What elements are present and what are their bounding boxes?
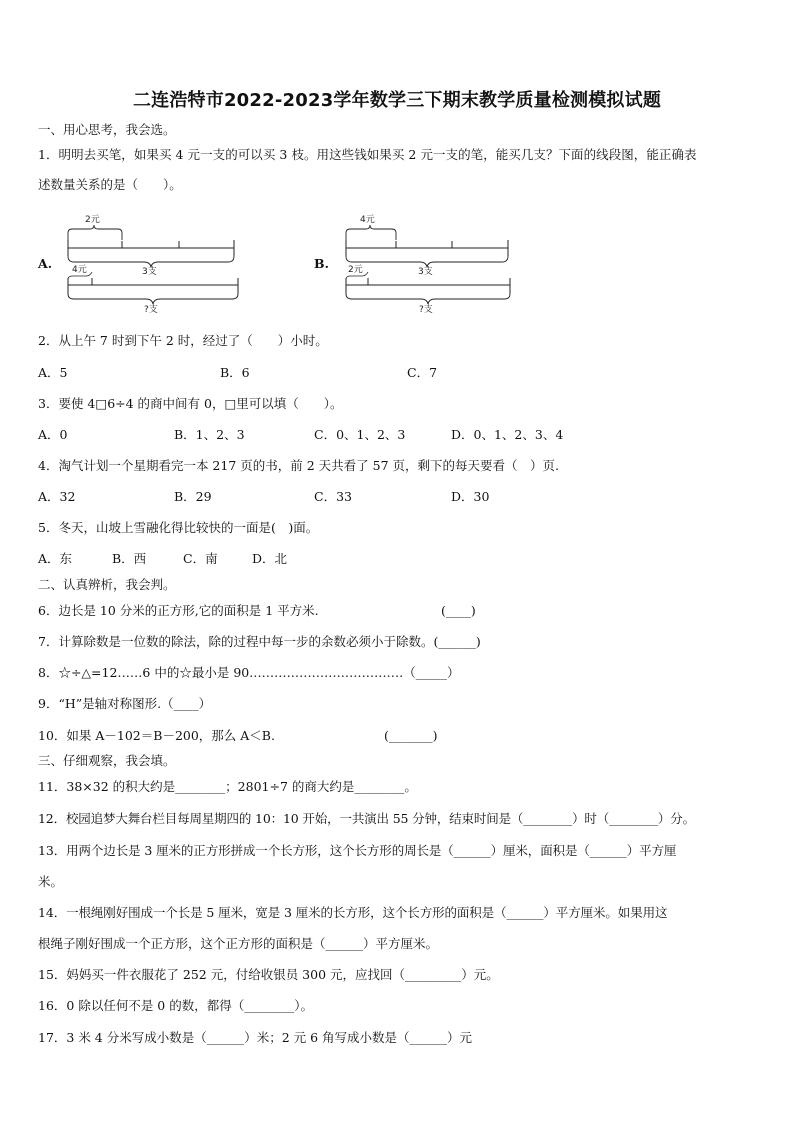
q1-option-b-diagram — [340, 210, 520, 318]
q1-a-mid-label: 4元 — [72, 265, 87, 275]
q6-text: 6．边长是 10 分米的正方形,它的面积是 1 平方米. — [38, 603, 319, 618]
q14-text-line1: 14．一根绳刚好围成一个长是 5 厘米，宽是 3 厘米的长方形，这个长方形的面积是（______）平方厘米。如果用这 — [38, 905, 668, 920]
q13-text-line1: 13．用两个边长是 3 厘米的正方形拼成一个长方形，这个长方形的周长是（______）厘米，面积是（______）平方厘 — [38, 843, 677, 858]
q6-answer-blank[interactable]: (____) — [441, 603, 476, 618]
q10-text: 10．如果 A－102＝B－200，那么 A＜B. — [38, 728, 275, 743]
q1-text-line2: 述数量关系的是（ ）。 — [38, 177, 182, 192]
q9-text: 9．“H”是轴对称图形.（____） — [38, 696, 212, 711]
q2-text: 2．从上午 7 时到下午 2 时，经过了（ ）小时。 — [38, 333, 328, 348]
q1-option-a-label[interactable]: A. — [38, 256, 53, 271]
q2-option-b[interactable]: B．6 — [220, 365, 250, 380]
q11-text: 11．38×32 的积大约是________；2801÷7 的商大约是________。 — [38, 779, 417, 794]
q4-option-d[interactable]: D．30 — [451, 489, 490, 504]
q2-option-c[interactable]: C．7 — [407, 365, 438, 380]
q1-option-b-label[interactable]: B. — [314, 256, 329, 271]
q10-answer-blank[interactable]: (_______) — [384, 728, 438, 743]
q8-text: 8．☆÷△=12……6 中的☆最小是 90.………………………………（_____） — [38, 665, 460, 680]
q7-text: 7．计算除数是一位数的除法，除的过程中每一步的余数必须小于除数。(______) — [38, 634, 481, 649]
q4-option-a[interactable]: A．32 — [38, 489, 76, 504]
q5-option-a[interactable]: A．东 — [38, 551, 73, 566]
q13-text-line2: 米。 — [38, 874, 64, 889]
q17-text: 17．3 米 4 分米写成小数是（______）米；2 元 6 角写成小数是（______）元 — [38, 1030, 473, 1045]
section-heading-1: 一、用心思考，我会选。 — [38, 122, 176, 137]
q3-option-c[interactable]: C．0、1、2、3 — [314, 427, 406, 442]
q16-text: 16．0 除以任何不是 0 的数，都得（________）。 — [38, 998, 313, 1013]
section-heading-2: 二、认真辨析，我会判。 — [38, 577, 176, 592]
q1-a-brace1-label: 3支 — [142, 267, 157, 277]
q4-option-b[interactable]: B．29 — [174, 489, 212, 504]
q1-a-top-label: 2元 — [85, 215, 100, 225]
q1-a-brace2-label: ?支 — [144, 305, 158, 315]
q3-option-a[interactable]: A．0 — [38, 427, 68, 442]
q1-b-brace1-label: 3支 — [418, 267, 433, 277]
q1-text-line1: 1．明明去买笔，如果买 4 元一支的可以买 3 枝。用这些钱如果买 2 元一支的笔，能买几支？下面的线段图，能正确表 — [38, 147, 697, 162]
page-title: 二连浩特市2022-2023学年数学三下期末教学质量检测模拟试题 — [132, 90, 662, 111]
q1-b-brace2-label: ?支 — [419, 305, 433, 315]
q5-option-d[interactable]: D．北 — [252, 551, 288, 566]
q1-option-a-diagram — [62, 210, 242, 318]
q15-text: 15．妈妈买一件衣服花了 252 元，付给收银员 300 元，应找回（_________）元。 — [38, 967, 499, 982]
q1-b-mid-label: 2元 — [348, 265, 363, 275]
q3-option-d[interactable]: D．0、1、2、3、4 — [451, 427, 564, 442]
q14-text-line2: 根绳子刚好围成一个正方形，这个正方形的面积是（______）平方厘米。 — [38, 936, 439, 951]
q3-option-b[interactable]: B．1、2、3 — [174, 427, 245, 442]
section-heading-3: 三、仔细观察，我会填。 — [38, 753, 176, 768]
q3-text: 3．要使 4□6÷4 的商中间有 0，□里可以填（ ）。 — [38, 396, 343, 411]
q5-option-b[interactable]: B．西 — [112, 551, 147, 566]
q4-option-c[interactable]: C．33 — [314, 489, 352, 504]
q12-text: 12．校园追梦大舞台栏目每周星期四的 10：10 开始，一共演出 55 分钟，结束时间是（________）时（________）分。 — [38, 811, 695, 826]
q4-text: 4．淘气计划一个星期看完一本 217 页的书，前 2 天共看了 57 页，剩下的每天要看（ ）页. — [38, 458, 559, 473]
q5-text: 5．冬天，山坡上雪融化得比较快的一面是( )面。 — [38, 520, 319, 535]
q2-option-a[interactable]: A．5 — [38, 365, 68, 380]
q5-option-c[interactable]: C．南 — [183, 551, 218, 566]
q1-b-top-label: 4元 — [360, 215, 375, 225]
